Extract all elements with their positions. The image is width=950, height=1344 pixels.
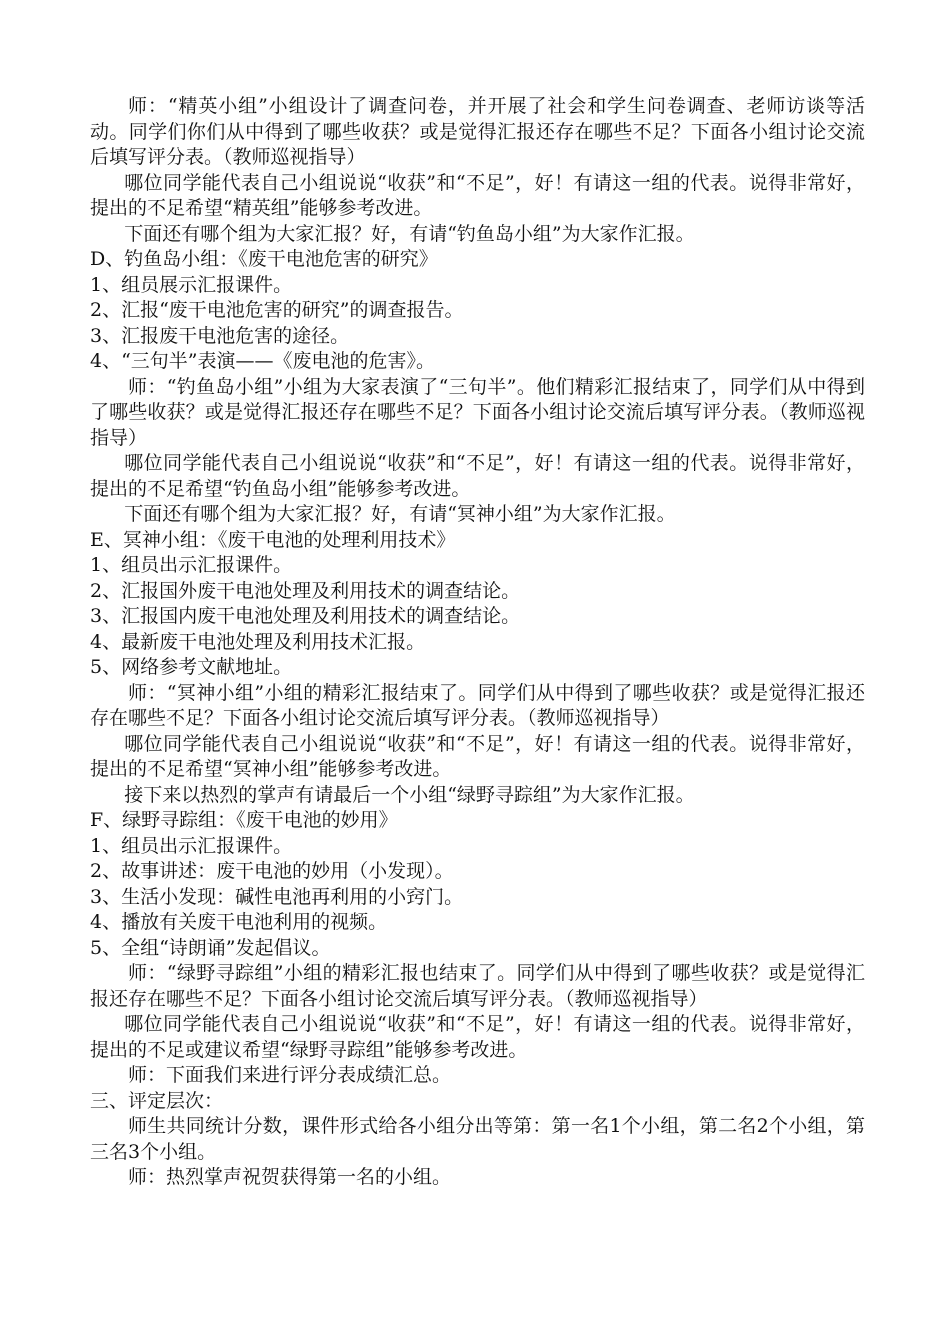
section-heading-f: F、绿野寻踪组：《废干电池的妙用》 [90,809,398,831]
paragraph-representative-diaoyudao: 哪位同学能代表自己小组说说“收获”和“不足”，好！有请这一组的代表。说得非常好，提出的不足希望“钓鱼岛小组”能够参考改进。 [90,452,865,500]
section-heading-d: D、钓鱼岛小组：《废干电池危害的研究》 [90,248,438,270]
list-item: 4、“三句半”表演——《废电池的危害》。 [90,350,436,372]
list-item: 4、播放有关废干电池利用的视频。 [90,911,388,933]
section-heading-e: E、冥神小组：《废干电池的处理利用技术》 [90,528,456,551]
list-item: 2、汇报“废干电池危害的研究”的调查报告。 [90,299,464,321]
list-item: 2、汇报国外废干电池处理及利用技术的调查结论。 [90,579,521,602]
paragraph-teacher-diaoyudao: 师：“钓鱼岛小组”小组为大家表演了“三句半”。他们精彩汇报结束了，同学们从中得到了哪些收获？或是觉得汇报还存在哪些不足？下面各小组讨论交流后填写评分表。（教师巡视指导） [90,375,865,449]
list-item: 1、组员出示汇报课件。 [90,834,293,857]
list-item: 2、故事讲述：废干电池的妙用（小发现）。 [90,860,454,882]
list-item: 3、汇报国内废干电池处理及利用技术的调查结论。 [90,605,521,627]
paragraph-representative-jingying: 哪位同学能代表自己小组说说“收获”和“不足”，好！有请这一组的代表。说得非常好，提出的不足希望“精英组”能够参考改进。 [90,171,865,219]
list-item: 5、全组“诗朗诵”发起倡议。 [90,936,331,959]
document-page [90,94,865,1191]
list-item: 3、生活小发现：碱性电池再利用的小窍门。 [90,885,464,908]
paragraph-teacher-summary: 师：下面我们来进行评分表成绩汇总。 [128,1064,452,1086]
paragraph-invite-lvye: 接下来以热烈的掌声有请最后一个小组“绿野寻踪组”为大家作汇报。 [124,783,695,806]
list-item: 4、最新废干电池处理及利用技术汇报。 [90,630,426,653]
paragraph-teacher-mingshen: 师：“冥神小组”小组的精彩汇报结束了。同学们从中得到了哪些收获？或是觉得汇报还存在哪些不足？下面各小组讨论交流后填写评分表。（教师巡视指导） [90,681,865,729]
paragraph-invite-diaoyudao: 下面还有哪个组为大家汇报？好，有请“钓鱼岛小组”为大家作汇报。 [124,222,695,245]
paragraph-teacher-lvye: 师：“绿野寻踪组”小组的精彩汇报也结束了。同学们从中得到了哪些收获？或是觉得汇报还存在哪些不足？下面各小组讨论交流后填写评分表。（教师巡视指导） [90,962,865,1010]
paragraph-ranking: 师生共同统计分数，课件形式给各小组分出等第：第一名1个小组，第二名2个小组，第三名3个小组。 [90,1115,865,1163]
paragraph-teacher-jingying: 师：“精英小组”小组设计了调查问卷，并开展了社会和学生问卷调查、老师访谈等活动。同学们你们从中得到了哪些收获？或是觉得汇报还存在哪些不足？下面各小组讨论交流后填写评分表。（教师巡视指导） [90,95,865,168]
list-item: 1、组员展示汇报课件。 [90,273,293,296]
paragraph-representative-mingshen: 哪位同学能代表自己小组说说“收获”和“不足”，好！有请这一组的代表。说得非常好，提出的不足希望“冥神小组”能够参考改进。 [90,732,865,780]
list-item: 5、网络参考文献地址。 [90,656,293,678]
paragraph-invite-mingshen: 下面还有哪个组为大家汇报？好，有请“冥神小组”为大家作汇报。 [124,503,676,525]
list-item: 1、组员出示汇报课件。 [90,554,293,576]
paragraph-representative-lvye: 哪位同学能代表自己小组说说“收获”和“不足”，好！有请这一组的代表。说得非常好，提出的不足或建议希望“绿野寻踪组”能够参考改进。 [90,1013,865,1061]
list-item: 3、汇报废干电池危害的途径。 [90,324,350,347]
section-heading-three: 三、评定层次： [90,1089,224,1112]
paragraph-congratulate: 师：热烈掌声祝贺获得第一名的小组。 [128,1166,452,1188]
